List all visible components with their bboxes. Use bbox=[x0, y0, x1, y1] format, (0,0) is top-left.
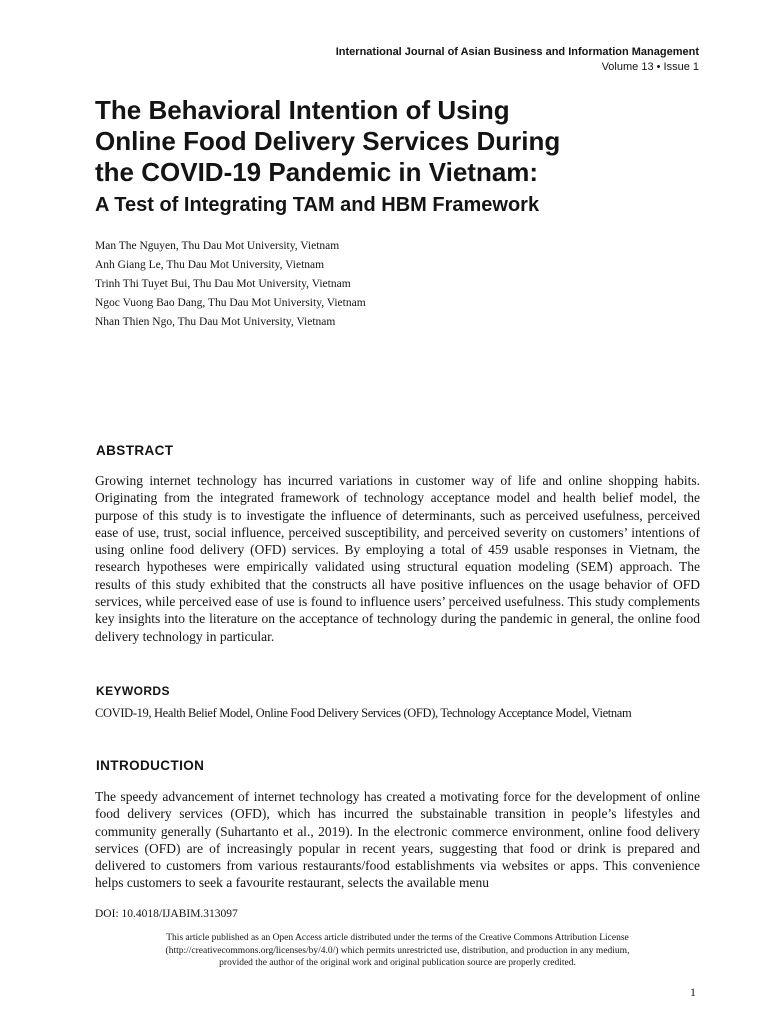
author-2: Anh Giang Le, Thu Dau Mot University, Vietnam bbox=[95, 259, 325, 271]
license-line-3: provided the author of the original work and original publication source are properly credited. bbox=[219, 958, 576, 968]
article-subtitle: A Test of Integrating TAM and HBM Framework bbox=[95, 194, 540, 216]
license-notice bbox=[95, 932, 700, 970]
license-line-2: (http://creativecommons.org/licenses/by/4.0/) which permits unrestricted use, distribution, and production in any medium, bbox=[165, 945, 630, 956]
abstract-heading: ABSTRACT bbox=[96, 443, 174, 458]
author-4: Ngoc Vuong Bao Dang, Thu Dau Mot University, Vietnam bbox=[95, 297, 366, 309]
abstract-text: Growing internet technology has incurred variations in customer way of life and online shopping habits. Originating from the integrated framework of technology acceptance model and health belief model, the purpose of this study is to investigate the influence of determinants, such as perceived usefulness, perceived ease of use, trust, social influence, perceived susceptibility, and perceived severity on customers’ intentions of using online food delivery (OFD) services. By employing a total of 459 usable responses in Vietnam, the research hypotheses were empirically validated using structural equation modeling (SEM) approach. The results of this study exhibited that the constructs all have positive influences on the usage behavior of OFD services, while perceived ease of use is found to influence users’ perceived usefulness. This study complements key insights into the literature on the acceptance of technology during the pandemic in general, the online food delivery technology in particular. bbox=[95, 473, 700, 644]
introduction-heading: INTRODUCTION bbox=[96, 758, 205, 773]
article-title-block bbox=[95, 95, 715, 217]
author-5: Nhan Thien Ngo, Thu Dau Mot University, Vietnam bbox=[95, 316, 336, 328]
journal-name: International Journal of Asian Business and Information Management bbox=[335, 46, 699, 58]
article-title-line-3: the COVID-19 Pandemic in Vietnam: bbox=[95, 157, 539, 187]
introduction-text: The speedy advancement of internet technology has created a motivating force for the development of online food delivery services (OFD), which has incurred the substainable transition in people’s lifestyles and community generally (Suhartanto et al., 2019). In the electronic commerce environment, online food delivery services (OFD) are of increasingly popular in recent years, suggesting that food or drink is prepared and delivered to customers from various restaurants/food establishments via websites or apps. This convenience helps customers to seek a favourite restaurant, selects the available menu bbox=[95, 789, 700, 891]
keywords-heading: KEYWORDS bbox=[96, 684, 170, 698]
article-title-line-2: Online Food Delivery Services During bbox=[95, 126, 561, 156]
keywords-text: COVID-19, Health Belief Model, Online Food Delivery Services (OFD), Technology Acceptance Model, Vietnam bbox=[95, 706, 632, 720]
author-3: Trinh Thi Tuyet Bui, Thu Dau Mot University, Vietnam bbox=[95, 278, 351, 290]
author-1: Man The Nguyen, Thu Dau Mot University, Vietnam bbox=[95, 240, 340, 252]
author-list bbox=[95, 237, 595, 332]
article-title-line-1: The Behavioral Intention of Using bbox=[95, 95, 510, 125]
license-line-1: This article published as an Open Access article distributed under the terms of the Creative Commons Attribution License bbox=[166, 933, 629, 943]
journal-volume-issue: Volume 13 • Issue 1 bbox=[601, 61, 699, 73]
doi: DOI: 10.4018/IJABIM.313097 bbox=[95, 908, 238, 920]
page-number: 1 bbox=[690, 985, 696, 999]
